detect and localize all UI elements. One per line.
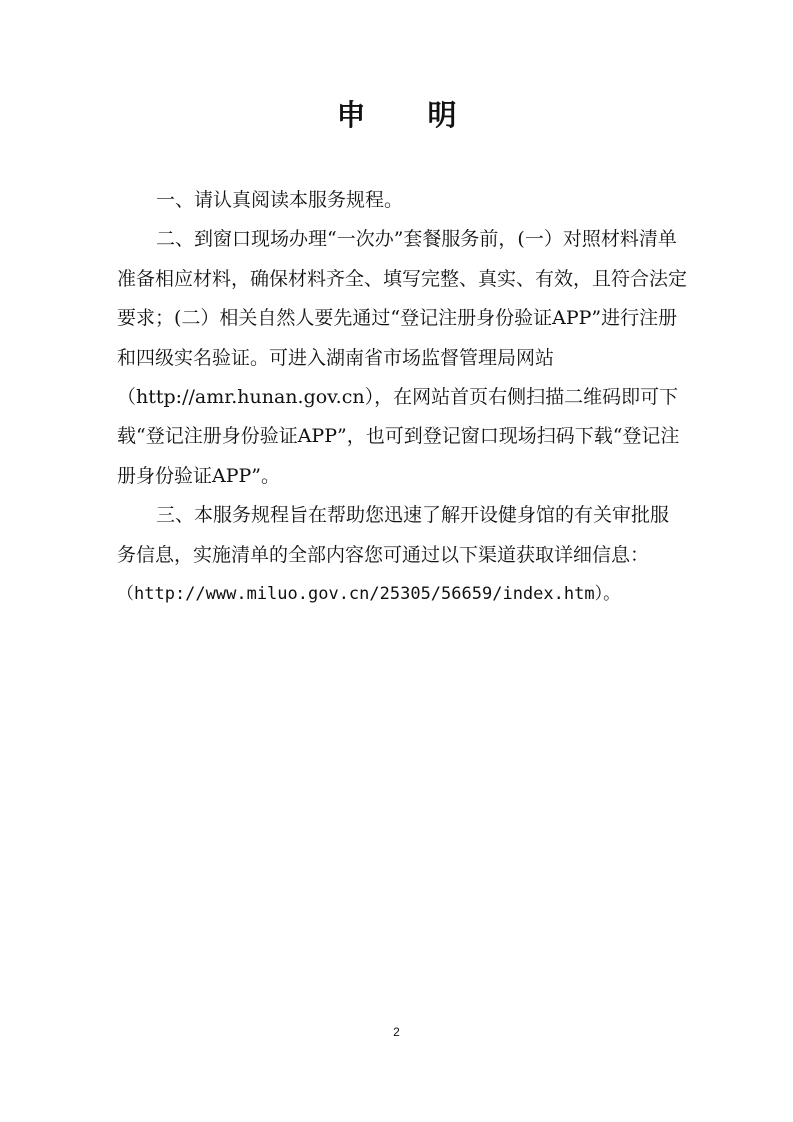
document-title: 申 明	[336, 98, 483, 132]
paragraph-1: 一、请认真阅读本服务规程。	[156, 189, 404, 211]
paragraph-3-url: （http://www.miluo.gov.cn/25305/56659/index.htm）。	[117, 584, 621, 605]
document-body	[117, 181, 687, 614]
paragraph-2: 二、到窗口现场办理“一次办”套餐服务前，(一）对照材料清单准备相应材料，确保材料齐全、填写完整、真实、有效，且符合法定要求；(二）相关自然人要先通过“登记注册身份验证APP”进行注册和四级实名验证。可进入湖南省市场监督管理局网站（http://amr.hunan.gov.cn），在网站首页右侧扫描二维码即可下载“登记注册身份验证APP”，也可到登记窗口现场扫码下载“登记注册身份验证APP”。	[117, 228, 688, 487]
page-number: 2	[393, 1025, 400, 1039]
paragraph-3: 三、本服务规程旨在帮助您迅速了解开设健身馆的有关审批服务信息，实施清单的全部内容您可通过以下渠道获取详细信息：	[117, 504, 670, 566]
